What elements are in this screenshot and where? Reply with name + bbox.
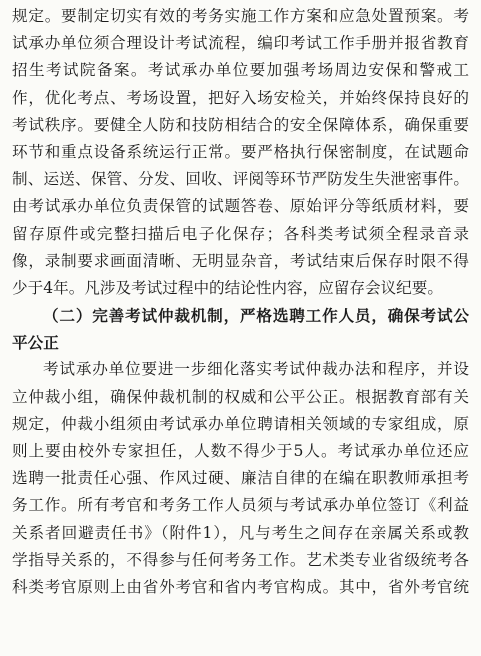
- text-line: 考试承办单位要进一步细化落实考试仲裁办法和程序，并设: [43, 360, 469, 379]
- section-heading-arbitration: [12, 302, 469, 356]
- text-line: 考试秩序。要健全人防和技防相结合的安全保障体系，确保重要: [12, 115, 469, 134]
- text-line: 制、运送、保管、分发、回收、评阅等环节严防发生失泄密事件。: [12, 170, 469, 189]
- text-line: 则上要由校外专家担任，人数不得少于5人。考试承办单位还应: [12, 442, 469, 460]
- text-line: 试承办单位须合理设计考试流程，编印考试工作手册并报省教育: [12, 34, 469, 53]
- text-line: 关系者回避责任书》（附件1），凡与考生之间存在亲属关系或教: [12, 523, 469, 542]
- text-line: 留存原件或完整扫描后电子化保存；各科类考试须全程录音录: [12, 224, 469, 243]
- text-line: 作，优化考点、考场设置，把好入场安检关，并始终保持良好的: [12, 88, 469, 107]
- text-line: 科类考官原则上由省外考官和省内考官构成。其中，省外考官统: [12, 577, 469, 596]
- text-line: 规定。要制定切实有效的考务实施工作方案和应急处置预案。考: [12, 7, 469, 25]
- text-line: 学指导关系的，不得参与任何考务工作。艺术类专业省级统考各: [12, 550, 469, 569]
- text-line: 由考试承办单位负责保管的试题答卷、原始评分等纸质材料，要: [12, 197, 469, 216]
- text-line: 少于4年。凡涉及考试过程中的结论性内容，应留存会议纪要。: [12, 278, 443, 297]
- text-line: 立仲裁小组，确保仲裁机制的权威和公平公正。根据教育部有关: [12, 387, 469, 406]
- text-line: 规定，仲裁小组须由考试承办单位聘请相关领域的专家组成，原: [12, 414, 469, 433]
- heading-line: 平公正: [12, 333, 59, 353]
- text-line: 选聘一批责任心强、作风过硬、廉洁自律的在编在职教师承担考: [12, 469, 469, 488]
- paragraph-arbitration-staffing: [12, 356, 469, 601]
- text-line: 招生考试院备案。考试承办单位要加强考场周边安保和警戒工: [12, 61, 469, 80]
- heading-line: （二）完善考试仲裁机制，严格选聘工作人员，确保考试公: [43, 306, 469, 326]
- text-line: 务工作。所有考官和考务工作人员须与考试承办单位签订《利益: [12, 496, 469, 515]
- text-line: 像，录制要求画面清晰、无明显杂音，考试结束后保存时限不得: [12, 251, 469, 270]
- paragraph-exam-procedures: [12, 3, 469, 302]
- text-line: 环节和重点设备系统运行正常。要严格执行保密制度，在试题命: [12, 142, 469, 161]
